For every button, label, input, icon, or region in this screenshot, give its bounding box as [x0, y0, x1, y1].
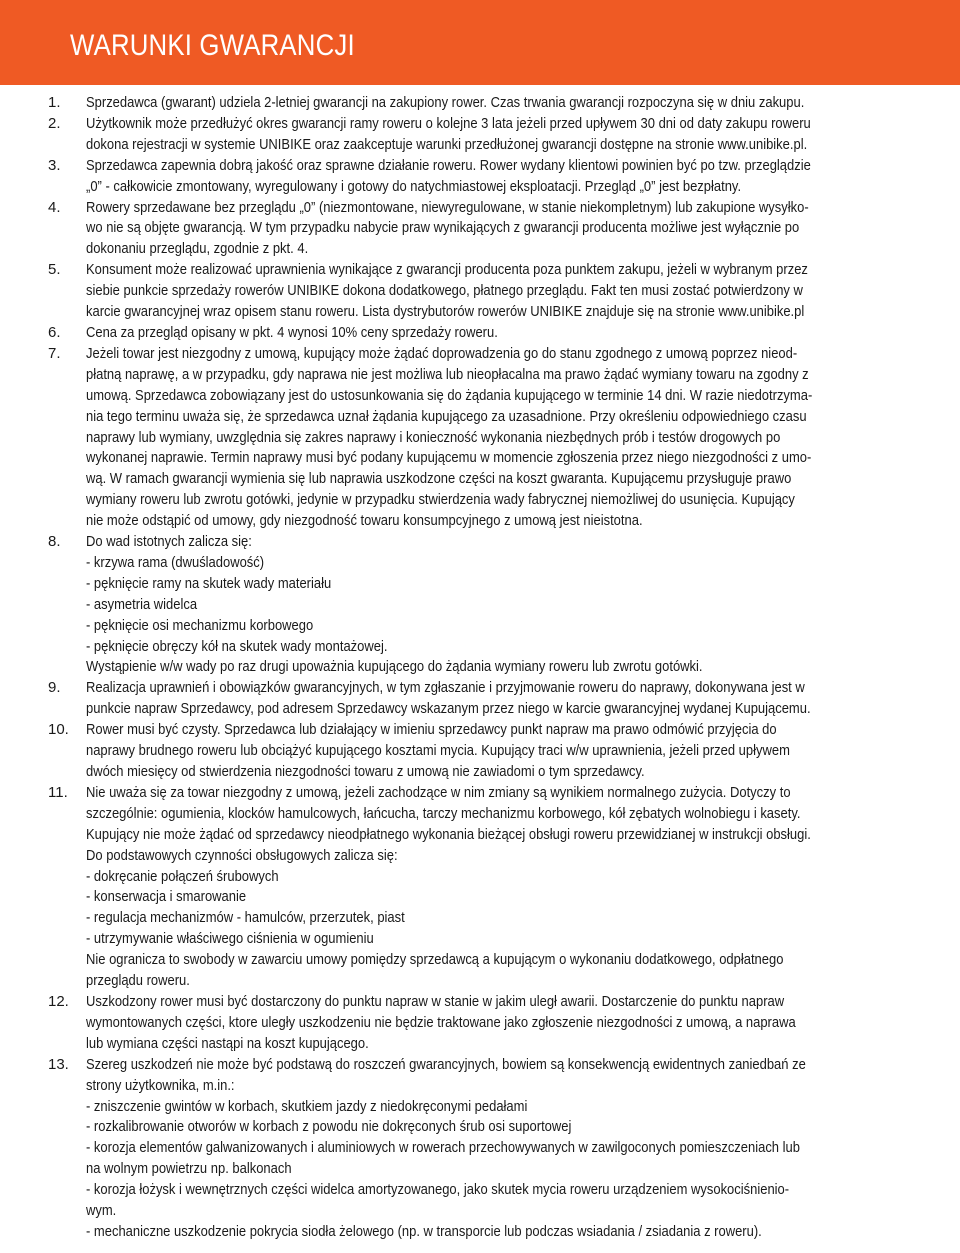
term-text — [86, 783, 909, 992]
term-number: 3. — [48, 156, 61, 174]
term-item-6 — [48, 323, 953, 344]
term-text — [86, 992, 909, 1055]
term-text-line: - regulacja mechanizmów - hamulców, przerzutek, piast — [86, 909, 405, 927]
term-text-line: - konserwacja i smarowanie — [86, 888, 247, 906]
term-item-3 — [48, 156, 953, 198]
term-text-line: Rowery sprzedawane bez przeglądu „0” (niezmontowane, niewyregulowane, w stanie niekompletnym) lub zakupione wysyłko- — [86, 198, 809, 216]
term-text-line: lub wymiana części nastąpi na koszt kupującego. — [86, 1034, 369, 1052]
term-text — [86, 678, 909, 720]
term-text-line: naprawy lub wymiany, uwzględnia się zakres naprawy i konieczność wykonania niezbędnych prób i testów drogowych po — [86, 428, 781, 446]
term-text-line: wym. — [86, 1202, 117, 1220]
term-text-line: płatną naprawę, a w przypadku, gdy naprawa nie jest możliwa lub nieopłacalna ma prawo żądać wymiany towaru na zgodny z — [86, 365, 809, 383]
term-text — [86, 93, 909, 114]
term-text-line: nia tego terminu uważa się, że sprzedawca uznał żądania kupującego za uzasadnione. Przy określeniu odpowiedniego czasu — [86, 407, 807, 425]
header-bar — [0, 0, 960, 85]
term-text-line: Nie uważa się za towar niezgodny z umową, jeżeli zachodzące w nim zmiany są wynikiem normalnego zużycia. Dotyczy to — [86, 783, 791, 801]
term-text — [86, 323, 909, 344]
term-text-line: Nie ogranicza to swobody w zawarciu umowy pomiędzy sprzedawcą a kupującym o wykonaniu dodatkowego, odpłatnego — [86, 951, 784, 969]
term-item-9 — [48, 678, 953, 720]
term-text — [86, 720, 909, 783]
term-number: 1. — [48, 94, 61, 111]
term-text-line: wymontowanych części, ktore uległy uszkodzeniu nie będzie traktowane jako zgłoszenie niezgodności z umową, a naprawa — [86, 1013, 796, 1031]
term-text-line: - dokręcanie połączeń śrubowych — [86, 867, 279, 885]
term-number: 4. — [48, 198, 61, 216]
term-text — [86, 198, 909, 261]
term-text-line: - korozja elementów galwanizowanych i aluminiowych w rowerach przechowywanych w zawilgoconych pomieszczeniach lub — [86, 1139, 800, 1157]
term-text-line: Rower musi być czysty. Sprzedawca lub działający w imieniu sprzedawcy punkt napraw ma prawo odmówić przyjęcia do — [86, 721, 777, 739]
term-text-line: Wystąpienie w/w wady po raz drugi upoważnia kupującego do żądania wymiany roweru lub zwrotu gotówki. — [86, 658, 703, 676]
term-number: 2. — [48, 114, 61, 132]
term-item-13 — [48, 1055, 953, 1243]
term-text-line: wo nie są objęte gwarancją. W tym przypadku nabycie praw wynikających z gwarancji producenta możliwe jest wyłącznie po — [86, 219, 800, 237]
term-item-8 — [48, 532, 953, 678]
term-item-5 — [48, 260, 953, 323]
term-text-line: na wolnym powietrzu np. balkonach — [86, 1160, 292, 1178]
term-text-line: karcie gwarancyjnej wraz opisem stanu roweru. Lista dystrybutorów rowerów UNIBIKE znajduje się na stronie www.unibike.pl — [86, 303, 805, 321]
term-text-line: szczególnie: ogumienia, klocków hamulcowych, łańcucha, tarczy mechanizmu korbowego, kół zębatych wolnobiegu i kasety. — [86, 804, 801, 822]
term-text-line: Jeżeli towar jest niezgodny z umową, kupujący może żądać doprowadzenia go do stanu zgodnego z umową poprzez nieod- — [86, 344, 798, 362]
term-text-line: przeglądu roweru. — [86, 972, 190, 990]
term-item-12 — [48, 992, 953, 1055]
term-text-line: - utrzymywanie właściwego ciśnienia w ogumieniu — [86, 930, 374, 948]
term-number: 7. — [48, 344, 61, 362]
term-text-line: dokonaniu przeglądu, zgodnie z pkt. 4. — [86, 240, 309, 258]
term-text-line: Sprzedawca (gwarant) udziela 2-letniej gwarancji na zakupiony rower. Czas trwania gwarancji rozpoczyna się w dniu zakupu. — [86, 94, 805, 111]
term-text-line: dwóch miesięcy od stwierdzenia niezgodności towaru z umową nie zawiadomi o tym sprzedawcy. — [86, 763, 645, 780]
term-item-10 — [48, 720, 953, 783]
term-text-line: Cena za przegląd opisany w pkt. 4 wynosi 10% ceny sprzedaży roweru. — [86, 323, 498, 341]
term-item-4 — [48, 198, 953, 261]
term-text-line: „0” - całkowicie zmontowany, wyregulowany i gotowy do natychmiastowej eksploatacji. Przegląd „0” jest bezpłatny. — [86, 177, 742, 195]
term-text-line: umową. Sprzedawca zobowiązany jest do ustosunkowania się do żądania kupującego w terminie 14 dni. W razie niedotrzyma- — [86, 386, 813, 404]
term-item-7 — [48, 344, 953, 532]
term-text-line: nie może odstąpić od umowy, gdy niezgodność towaru konsumpcyjnego z umową jest nieistotna. — [86, 512, 643, 530]
term-text-line: Konsument może realizować uprawnienia wynikające z gwarancji producenta poza punktem zakupu, jeżeli w wybranym przez — [86, 261, 808, 279]
term-number: 13. — [48, 1055, 69, 1073]
term-text-line: Szereg uszkodzeń nie może być podstawą do roszczeń gwarancyjnych, bowiem są konsekwencją ewidentnych zaniedbań ze — [86, 1055, 806, 1073]
term-text-line: siebie punkcie sprzedaży rowerów UNIBIKE dokona dodatkowego, płatnego przeglądu. Fakt ten musi zostać potwierdzony w — [86, 282, 803, 300]
term-text-line: wymiany roweru lub zwrotu gotówki, jedynie w przypadku stwierdzenia wady fabrycznej niemożliwej do usunięcia. Kupujący — [86, 491, 795, 509]
term-number: 12. — [48, 992, 69, 1010]
term-text-line: - pęknięcie osi mechanizmu korbowego — [86, 616, 314, 634]
term-text-line: wykonanej naprawie. Termin naprawy musi być podany kupującemu w momencie zgłoszenia przez niego niezgodności z umo- — [86, 449, 812, 467]
term-number: 5. — [48, 261, 61, 279]
term-item-11 — [48, 783, 953, 992]
term-text-line: Kupujący nie może żądać od sprzedawcy nieodpłatnego wykonania bieżącej obsługi roweru przewidzianej w instrukcji obsługi. — [86, 825, 811, 843]
term-text-line: strony użytkownika, m.in.: — [86, 1076, 235, 1094]
term-item-1 — [48, 93, 953, 114]
term-text-line: - rozkalibrowanie otworów w korbach z powodu nie dokręconych śrub osi suportowej — [86, 1118, 572, 1136]
term-text — [86, 156, 909, 198]
term-text-line: naprawy brudnego roweru lub obciążyć kupującego kosztami mycia. Kupujący traci w/w uprawnienia, jeżeli przed upływem — [86, 742, 790, 760]
term-text-line: Użytkownik może przedłużyć okres gwarancji ramy roweru o kolejne 3 lata jeżeli przed upływem 30 dni od daty zakupu roweru — [86, 114, 811, 132]
term-text-line: Uszkodzony rower musi być dostarczony do punktu napraw w stanie w jakim uległ awarii. Dostarczenie do punktu napraw — [86, 992, 785, 1010]
term-text-line: dokona rejestracji w systemie UNIBIKE oraz zaakceptuje warunki przedłużonej gwarancji dostępne na stronie www.unibike.pl. — [86, 135, 808, 153]
term-number: 8. — [48, 533, 61, 551]
term-text — [86, 344, 909, 532]
term-number: 10. — [48, 721, 69, 739]
term-text-line: - pęknięcie obręczy kół na skutek wady montażowej. — [86, 637, 388, 655]
term-text-line: - mechaniczne uszkodzenie pokrycia siodła żelowego (np. w transporcie lub podczas wsiadania / zsiadania z roweru). — [86, 1222, 762, 1240]
term-text — [86, 260, 909, 323]
term-text-line: Realizacja uprawnień i obowiązków gwarancyjnych, w tym zgłaszanie i przyjmowanie roweru do naprawy, dokonywana jest w — [86, 679, 805, 697]
warranty-terms-list — [48, 93, 953, 1243]
term-number: 6. — [48, 323, 61, 341]
term-text — [86, 532, 909, 678]
term-text-line: - korozja łożysk i wewnętrznych części widelca amortyzowanego, jako skutek mycia roweru urządzeniem wysokociśnienio- — [86, 1181, 790, 1199]
term-text-line: Do wad istotnych zalicza się: — [86, 533, 252, 551]
term-text-line: - asymetria widelca — [86, 595, 198, 613]
term-number: 9. — [48, 679, 61, 697]
page-title: WARUNKI GWARANCJI — [70, 29, 355, 62]
term-text-line: Do podstawowych czynności obsługowych zalicza się: — [86, 846, 398, 864]
term-text-line: wą. W ramach gwarancji wymienia się lub naprawia uszkodzone części na koszt gwaranta. Kupującemu przysługuje prawo — [86, 470, 792, 488]
term-text-line: - krzywa rama (dwuśladowość) — [86, 553, 265, 571]
term-text — [86, 1055, 909, 1243]
term-text — [86, 114, 909, 156]
term-item-2 — [48, 114, 953, 156]
term-text-line: - pęknięcie ramy na skutek wady materiału — [86, 574, 332, 592]
term-text-line: punkcie napraw Sprzedawcy, pod adresem Sprzedawcy wskazanym przez niego w karcie gwarancyjnej wydanej Kupującemu. — [86, 700, 811, 718]
term-text-line: - zniszczenie gwintów w korbach, skutkiem jazdy z niedokręconymi pedałami — [86, 1097, 528, 1115]
term-number: 11. — [48, 783, 68, 801]
term-text-line: Sprzedawca zapewnia dobrą jakość oraz sprawne działanie roweru. Rower wydany klientowi powinien być po tzw. przeglądzie — [86, 156, 811, 174]
